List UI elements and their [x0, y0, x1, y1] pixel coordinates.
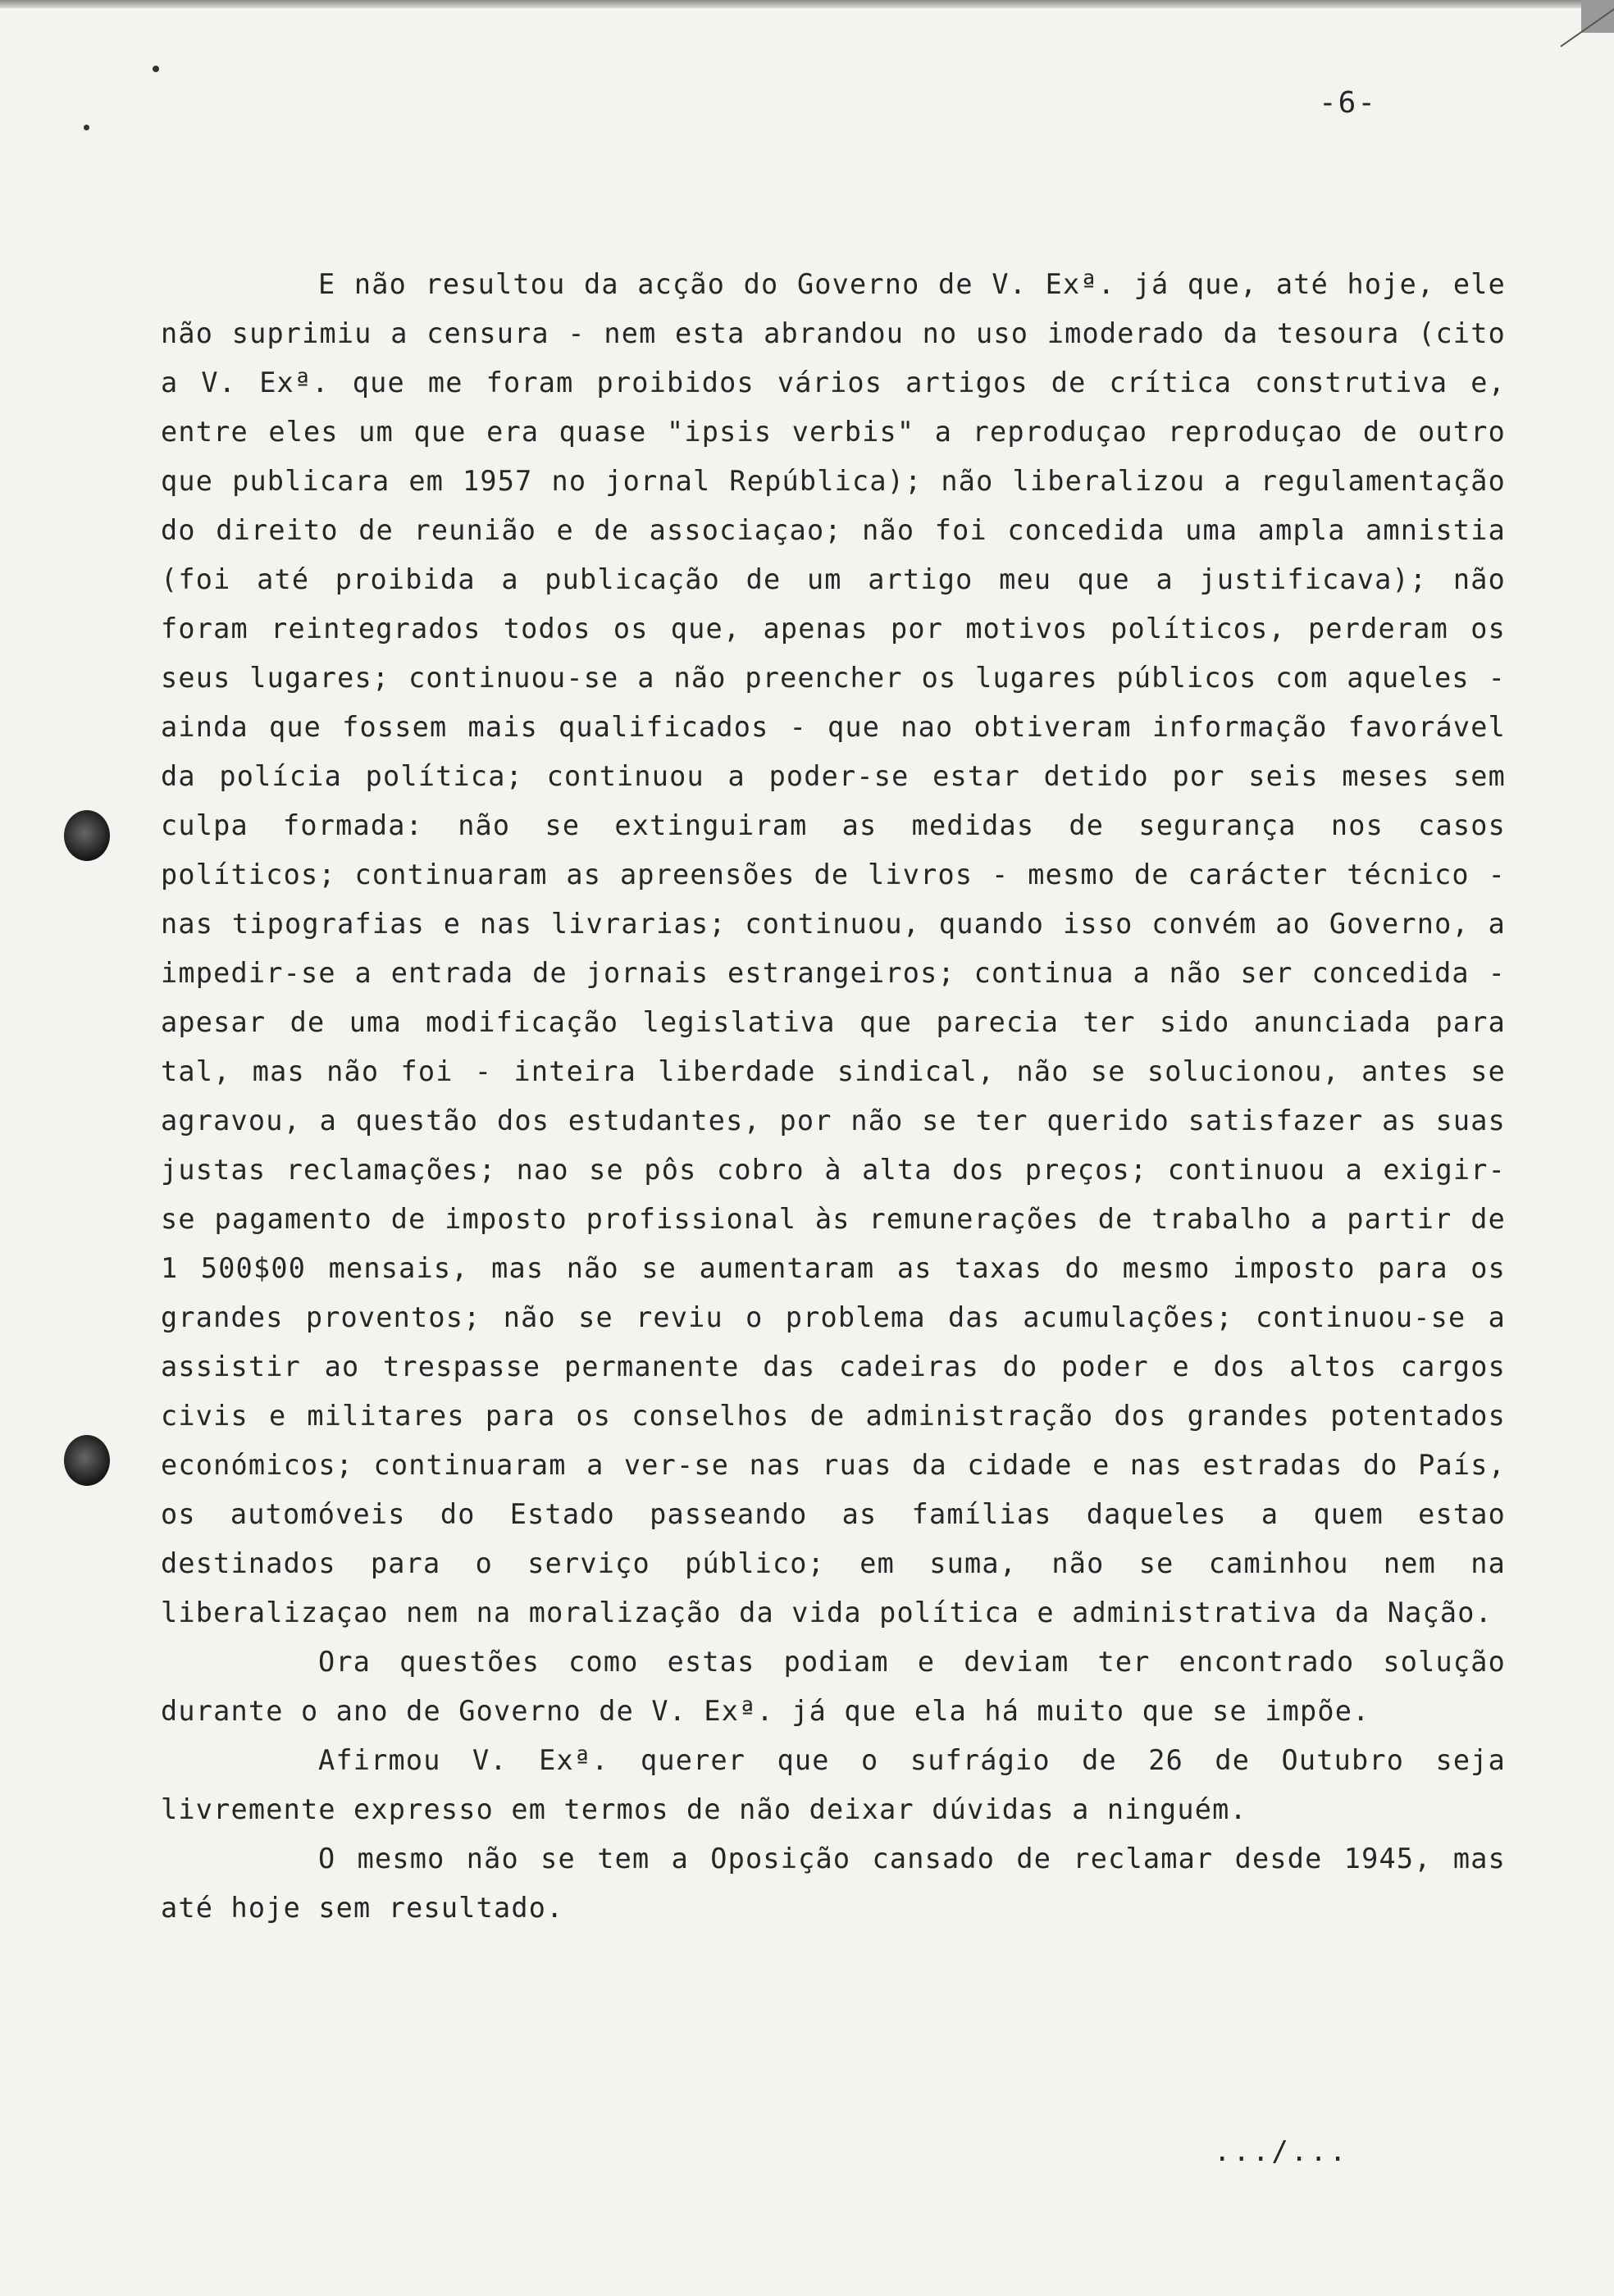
page-number: -6-: [1319, 86, 1378, 120]
ink-speck: [84, 125, 89, 130]
paragraph: E não resultou da acção do Governo de V. Exª. já que, até hoje, ele não suprimiu a censura - nem esta abrandou no uso imoderado da tesoura (cito a V. Exª. que me foram proibidos vários artigos de crítica construtiva e, entre eles um que era quase "ipsis verbis" a reproduçao reproduçao de outro que publicara em 1957 no jornal República); não liberalizou a regulamentação do direito de reunião e de associaçao; não foi concedida uma ampla amnistia (foi até proibida a publicação de um artigo meu que a justificava); não foram reintegrados todos os que, apenas por motivos políticos, perderam os seus lugares; continuou-se a não preencher os lugares públicos com aqueles - ainda que fossem mais qualificados - que nao obtiveram informação favorável da polícia política; continuou a poder-se estar detido por seis meses sem culpa formada: não se extinguiram as medidas de segurança nos casos políticos; continuaram as apreensões de livros - mesmo de carácter técnico - nas tipografias e nas livrarias; continuou, quando isso convém ao Governo, a impedir-se a entrada de jornais estrangeiros; continua a não ser concedida - apesar de uma modificação legislativa que parecia ter sido anunciada para tal, mas não foi - inteira liberdade sindical, não se solucionou, antes se agravou, a questão dos estudantes, por não se ter querido satisfazer as suas justas reclamações; nao se pôs cobro à alta dos preços; continuou a exigir-se pagamento de imposto profissional às remunerações de trabalho a partir de 1 500$00 mensais, mas não se aumentaram as taxas do mesmo imposto para os grandes proventos; não se reviu o problema das acumulações; continuou-se a assistir ao trespasse permanente das cadeiras do poder e dos altos cargos civis e militares para os conselhos de administração dos grandes potentados económicos; continuaram a ver-se nas ruas da cidade e nas estradas do País, os automóveis do Estado passeando as famílias daqueles a quem estao destinados para o serviço público; em suma, não se caminhou nem na liberalizaçao nem na moralização da vida política e administrativa da Nação.: [161, 268, 1506, 1629]
paragraph: Afirmou V. Exª. querer que o sufrágio de 26 de Outubro seja livremente expresso em termos de não deixar dúvidas a ninguém.: [161, 1744, 1506, 1825]
continuation-mark: .../...: [1214, 2135, 1349, 2168]
top-edge-shadow: [0, 0, 1614, 8]
paragraph: O mesmo não se tem a Oposição cansado de reclamar desde 1945, mas até hoje sem resultado.: [161, 1843, 1506, 1924]
paragraph: Ora questões como estas podiam e deviam ter encontrado solução durante o ano de Governo de V. Exª. já que ela há muito que se impõe.: [161, 1646, 1506, 1727]
punch-hole: [64, 1435, 110, 1486]
punch-hole: [64, 810, 110, 861]
ink-speck: [153, 66, 159, 72]
document-body: [161, 260, 1506, 1933]
